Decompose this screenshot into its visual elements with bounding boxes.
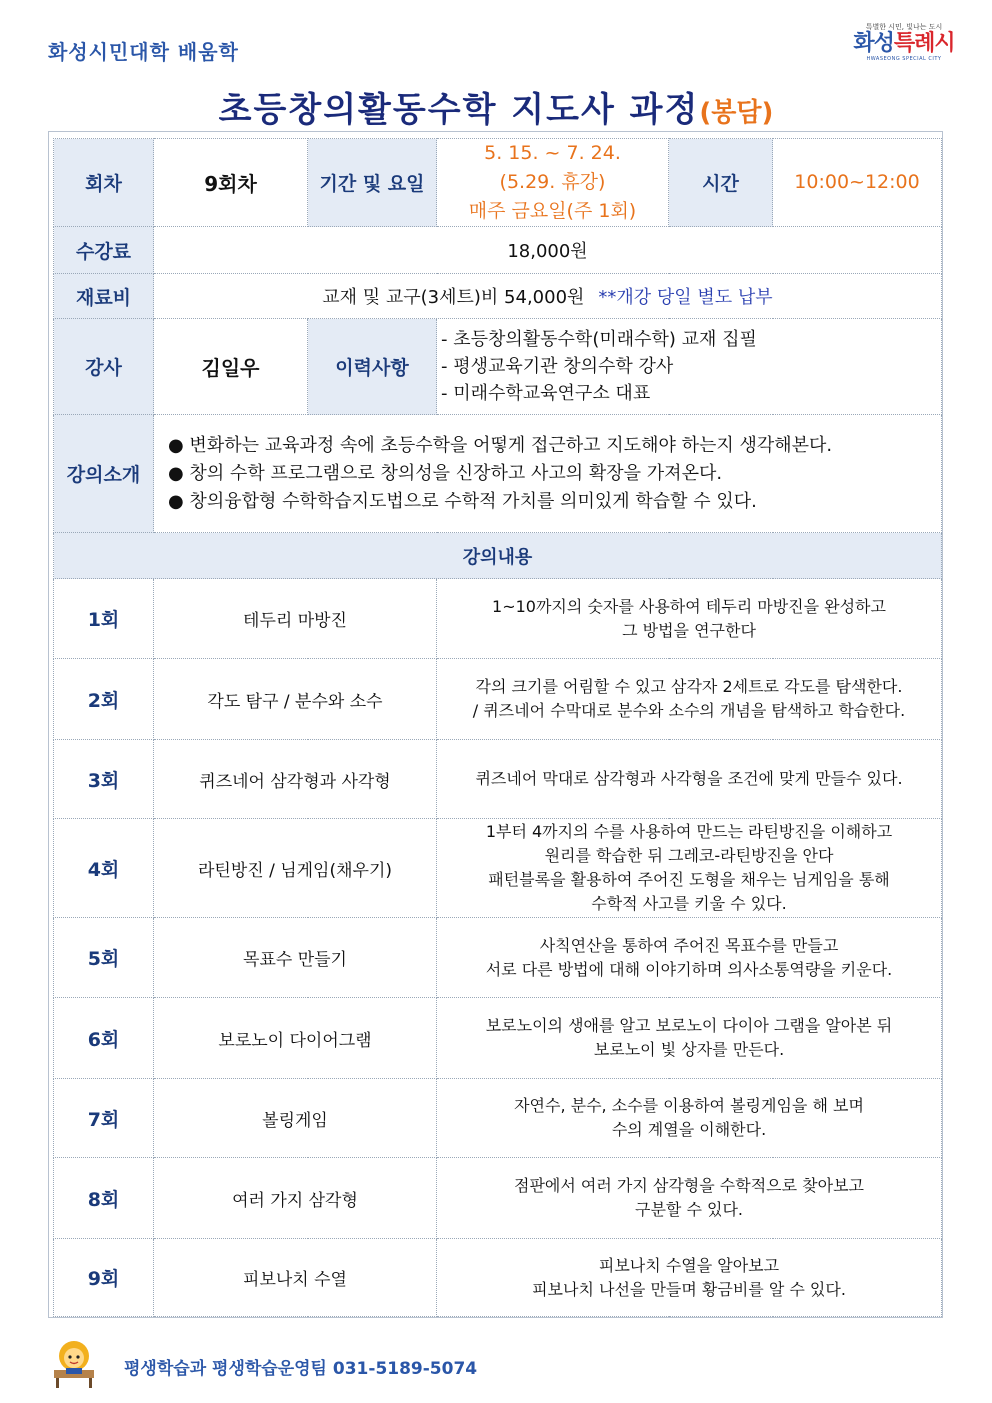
session-item-row (54, 659, 942, 740)
description-line: 1~10까지의 숫자를 사용하여 테두리 마방진을 완성하고 (492, 596, 886, 616)
session-number: 4회 (54, 819, 154, 918)
session-topic: 각도 탐구 / 분수와 소수 (154, 659, 437, 740)
session-topic: 퀴즈네어 삼각형과 사각형 (154, 740, 437, 819)
session-topic: 피보나치 수열 (154, 1239, 437, 1317)
career-list: - 초등창의활동수학(미래수학) 교재 집필 - 평생교육기관 창의수학 강사 - 미래수학교육연구소 대표 (437, 319, 942, 415)
description-line: 점판에서 여러 가지 삼각형을 수학적으로 찾아보고 (513, 1176, 864, 1195)
content-header: 강의내용 (54, 533, 942, 579)
org-name: 화성시민대학 배움학 (48, 40, 239, 64)
material-value: 교재 및 교구(3세트)비 54,000원 **개강 당일 별도 납부 (154, 274, 942, 319)
career-label: 이력사항 (308, 319, 437, 415)
session-number: 3회 (54, 740, 154, 819)
description-line: 수학적 사고를 키울 수 있다. (591, 894, 787, 913)
description-line: 퀴즈네어 막대로 삼각형과 사각형을 조건에 맞게 만들수 있다. (475, 769, 903, 788)
description-line: 그 방법을 연구한다 (622, 620, 756, 640)
material-label: 재료비 (54, 274, 154, 319)
material-row (54, 274, 942, 319)
logo-wordmark: 화성특례시 (853, 31, 955, 56)
session-topic: 여러 가지 삼각형 (154, 1158, 437, 1239)
city-logo (852, 22, 956, 62)
intro-label: 강의소개 (54, 415, 154, 533)
period-value: 5. 15. ~ 7. 24. (5.29. 휴강) 매주 금요일(주 1회) (437, 139, 669, 227)
session-description (437, 918, 942, 998)
session-description (437, 1158, 942, 1239)
session-description (437, 1239, 942, 1317)
description-line: 보로노이 빛 상자를 만든다. (593, 1040, 785, 1059)
fee-row (54, 227, 942, 274)
fee-value: 18,000원 (154, 227, 942, 274)
fee-label: 수강료 (54, 227, 154, 274)
session-topic: 볼링게임 (154, 1079, 437, 1158)
instructor-row (54, 319, 942, 415)
description-line: 원리를 학습한 뒤 그레코-라틴방진을 안다 (544, 846, 834, 865)
page-title: 초등창의활동수학 지도사 과정(봉담) (218, 90, 774, 130)
session-item-row (54, 740, 942, 819)
intro-row (54, 415, 942, 533)
session-topic: 테두리 마방진 (154, 579, 437, 659)
description-line: 1부터 4까지의 수를 사용하여 만드는 라틴방진을 이해하고 (485, 822, 893, 841)
time-label: 시간 (669, 139, 773, 227)
session-item-row (54, 918, 942, 998)
description-line: 수의 계열을 이해한다. (611, 1120, 767, 1139)
session-description (437, 579, 942, 659)
description-line: 패턴블록을 활용하여 주어진 도형을 채우는 님게임을 통해 (488, 870, 890, 889)
material-note: **개강 당일 별도 납부 (598, 287, 773, 308)
session-item-row (54, 1079, 942, 1158)
logo-subtext: HWASEONG SPECIAL CITY (866, 56, 942, 62)
session-number: 8회 (54, 1158, 154, 1239)
session-description (437, 740, 942, 819)
description-line: 각의 크기를 어림할 수 있고 삼각자 2세트로 각도를 탐색한다. (475, 677, 903, 696)
session-item-row (54, 819, 942, 918)
description-line: 피보나치 나선을 만들며 황금비를 알 수 있다. (532, 1279, 846, 1299)
time-value: 10:00~12:00 (773, 139, 942, 227)
description-line: 피보나치 수열을 알아보고 (598, 1255, 780, 1275)
session-item-row (54, 1158, 942, 1239)
description-line: 자연수, 분수, 소수를 이용하여 볼링게임을 해 보며 (514, 1096, 864, 1115)
instructor-name: 김일우 (154, 319, 308, 415)
course-table (53, 138, 942, 1317)
period-label: 기간 및 요일 (308, 139, 437, 227)
session-count: 9회차 (154, 139, 308, 227)
intro-list: ● 변화하는 교육과정 속에 초등수학을 어떻게 접근하고 지도해야 하는지 생각해본다. ● 창의 수학 프로그램으로 창의성을 신장하고 사고의 확장을 가져온다. ● 창의융합형 수학학습지도법으로 수학적 가치를 의미있게 학습할 수 있다. (154, 415, 942, 533)
sessions-list (54, 579, 942, 1317)
session-topic: 보로노이 다이어그램 (154, 998, 437, 1079)
session-number: 7회 (54, 1079, 154, 1158)
instructor-label: 강사 (54, 319, 154, 415)
branch-label: (봉담) (699, 98, 774, 128)
description-line: 보로노이의 생애를 알고 보로노이 다이아 그램을 알아본 뒤 (485, 1016, 893, 1035)
session-description (437, 819, 942, 918)
session-item-row (54, 579, 942, 659)
session-number: 2회 (54, 659, 154, 740)
session-item-row (54, 998, 942, 1079)
description-line: 서로 다른 방법에 대해 이야기하며 의사소통역량을 키운다. (485, 959, 893, 979)
mascot-icon (52, 1336, 96, 1388)
description-line: 구분할 수 있다. (635, 1200, 743, 1219)
description-line: 사칙연산을 통하여 주어진 목표수를 만들고 (539, 935, 839, 955)
session-label: 회차 (54, 139, 154, 227)
logo-slogan: 특별한 시민, 빛나는 도시 (865, 23, 943, 31)
description-line: / 퀴즈네어 수막대로 분수와 소수의 개념을 탐색하고 학습한다. (472, 701, 906, 720)
session-number: 9회 (54, 1239, 154, 1317)
session-topic: 라틴방진 / 님게임(채우기) (154, 819, 437, 918)
session-topic: 목표수 만들기 (154, 918, 437, 998)
session-description (437, 998, 942, 1079)
session-row (54, 139, 942, 227)
contact-info: 평생학습과 평생학습운영팀 031-5189-5074 (124, 1359, 478, 1379)
session-number: 5회 (54, 918, 154, 998)
session-description (437, 659, 942, 740)
session-number: 6회 (54, 998, 154, 1079)
content-header-row (54, 533, 942, 579)
session-number: 1회 (54, 579, 154, 659)
footer (52, 1336, 652, 1396)
session-description (437, 1079, 942, 1158)
session-item-row (54, 1239, 942, 1317)
